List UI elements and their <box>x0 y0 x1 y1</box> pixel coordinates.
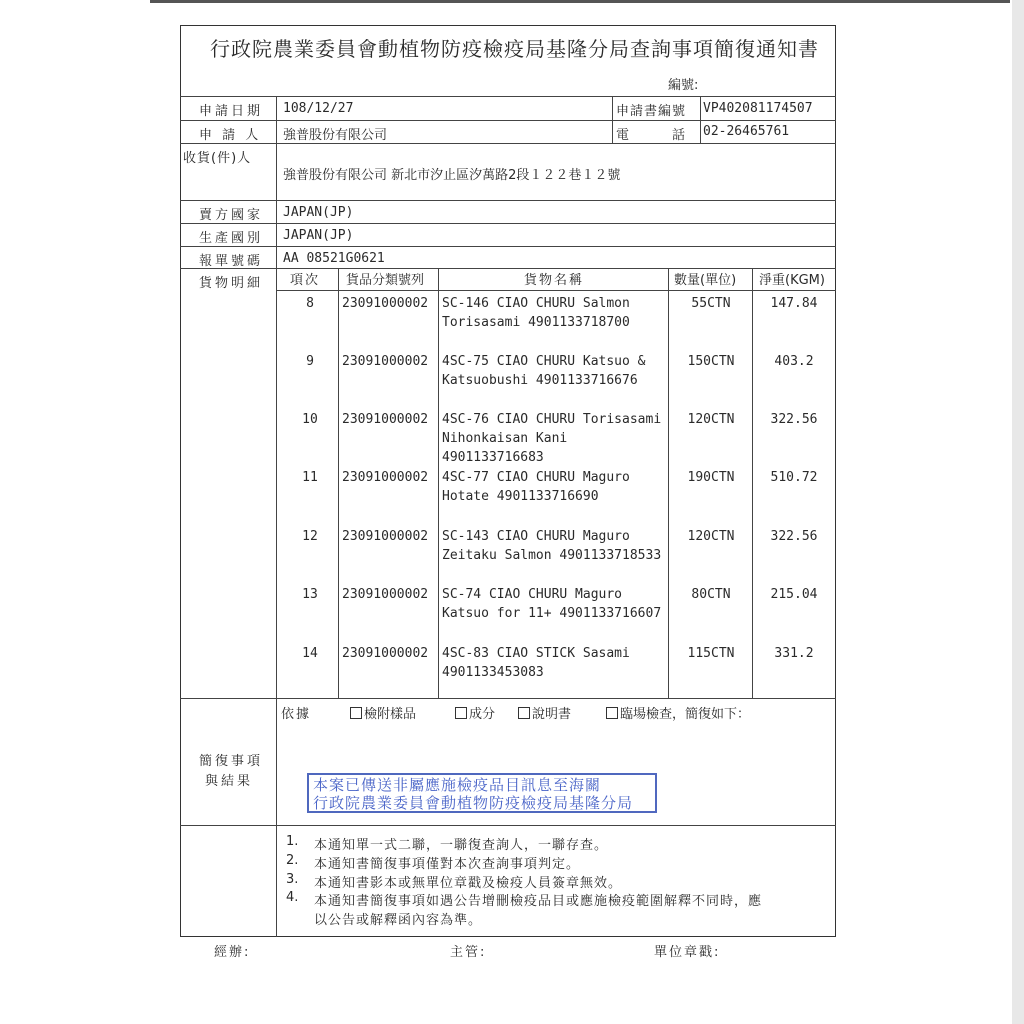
table-row-qty: 190CTN <box>687 470 735 485</box>
option-sample <box>350 703 416 722</box>
option-manual-label: 說明書 <box>532 707 572 722</box>
rule-row3 <box>180 200 836 201</box>
checkbox-sample[interactable] <box>350 707 362 719</box>
quarantine-stamp <box>307 773 657 813</box>
serial-label: 編號: <box>668 78 699 93</box>
stamp-line-1: 本案已傳送非屬應施檢疫品目訊息至海關 <box>313 776 602 794</box>
goods-label: 貨物明細 <box>199 276 264 291</box>
checkbox-inspection[interactable] <box>606 707 618 719</box>
table-row-name-line2: Hotate 4901133716690 <box>442 489 599 504</box>
note-number: 2. <box>286 853 299 868</box>
note-text: 本通知書簡復事項僅對本次查詢事項判定。 <box>314 857 581 872</box>
table-row-weight: 215.04 <box>770 587 818 602</box>
rule-qty-col <box>668 268 669 698</box>
table-row-qty: 55CTN <box>691 296 731 311</box>
document-title: 行政院農業委員會動植物防疫檢疫局基隆分局查詢事項簡復通知書 <box>210 37 819 61</box>
option-inspection <box>606 703 750 722</box>
table-row-name-line1: 4SC-75 CIAO CHURU Katsuo & <box>442 354 646 369</box>
table-row-name-line1: 4SC-77 CIAO CHURU Maguro <box>442 470 630 485</box>
table-row-item: 9 <box>306 354 314 369</box>
rule-header <box>180 96 836 97</box>
applicant-value: 強普股份有限公司 <box>283 128 388 143</box>
note-text: 以公告或解釋函內容為準。 <box>314 913 483 928</box>
table-row-name-line2: Katsuo for 11+ 4901133716607 <box>442 606 662 621</box>
footer-handler: 經辦: <box>214 945 251 960</box>
note-number: 3. <box>286 872 299 887</box>
table-row-name-line1: SC-143 CIAO CHURU Maguro <box>442 529 630 544</box>
rule-name-col <box>438 268 439 698</box>
footer-seal: 單位章戳: <box>654 945 721 960</box>
table-row-name-line1: 4SC-83 CIAO STICK Sasami <box>442 646 630 661</box>
reply-label-2: 與結果 <box>205 774 254 789</box>
rule-reply-bottom <box>180 825 836 826</box>
consignee-label: 收貨(件)人 <box>183 151 252 166</box>
table-row-item: 10 <box>302 412 318 427</box>
table-row-qty: 115CTN <box>687 646 735 661</box>
option-manual <box>518 703 571 722</box>
table-row-name-line2: Zeitaku Salmon 4901133718533 <box>442 548 662 563</box>
phone-label: 電 話 <box>616 128 687 143</box>
phone-value: 02-26465761 <box>703 124 790 139</box>
checkbox-manual[interactable] <box>518 707 530 719</box>
option-sample-label: 檢附樣品 <box>364 707 417 722</box>
table-row-name-line3: 4901133716683 <box>442 450 544 465</box>
table-row-name-line2: Torisasami 4901133718700 <box>442 315 630 330</box>
note-text: 本通知單一式二聯，一聯復查詢人，一聯存查。 <box>314 838 609 853</box>
table-row-code: 23091000002 <box>342 646 429 661</box>
note-number: 1. <box>286 834 299 849</box>
app-no-value: VP402081174507 <box>703 101 813 116</box>
footer-supervisor: 主管: <box>450 945 487 960</box>
reply-label-1: 簡復事項 <box>199 754 264 769</box>
header-qty: 數量(單位) <box>674 273 737 288</box>
note-text: 本通知書簡復事項如遇公告增刪檢疫品目或應施檢疫範圍解釋不同時，應 <box>314 894 763 909</box>
table-row-code: 23091000002 <box>342 529 429 544</box>
option-ingredient-label: 成分 <box>469 707 496 722</box>
rule-mid-col1 <box>612 96 613 143</box>
table-row-qty: 120CTN <box>687 412 735 427</box>
rule-weight-col <box>752 268 753 698</box>
table-row-name-line1: SC-74 CIAO CHURU Maguro <box>442 587 623 602</box>
table-row-code: 23091000002 <box>342 296 429 311</box>
note-text: 本通知書影本或無單位章戳及檢疫人員簽章無效。 <box>314 876 623 891</box>
app-no-label: 申請書編號 <box>616 104 687 119</box>
option-ingredient <box>455 703 495 722</box>
rule-row6 <box>180 268 836 269</box>
rule-row4 <box>180 223 836 224</box>
table-row-item: 13 <box>302 587 318 602</box>
table-row-code: 23091000002 <box>342 354 429 369</box>
option-inspection-label: 臨場檢查，簡復如下： <box>620 707 751 722</box>
declaration-label: 報單號碼 <box>199 254 264 269</box>
header-item: 項次 <box>290 273 321 288</box>
consignee-value: 強普股份有限公司 新北市汐止區汐萬路2段１２２巷１２號 <box>283 168 621 183</box>
seller-value: JAPAN(JP) <box>283 205 354 220</box>
table-row-weight: 147.84 <box>770 296 818 311</box>
scan-edge-line <box>150 0 1010 3</box>
table-row-code: 23091000002 <box>342 470 429 485</box>
header-weight: 淨重(KGM) <box>759 273 825 288</box>
rule-row5 <box>180 246 836 247</box>
table-row-weight: 403.2 <box>774 354 814 369</box>
header-code: 貨品分類號列 <box>346 273 425 288</box>
basis-label: 依據 <box>281 707 312 722</box>
origin-value: JAPAN(JP) <box>283 228 354 243</box>
table-row-qty: 120CTN <box>687 529 735 544</box>
table-row-item: 14 <box>302 646 318 661</box>
checkbox-ingredient[interactable] <box>455 707 467 719</box>
table-row-item: 11 <box>302 470 318 485</box>
header-name: 貨物名稱 <box>524 273 585 288</box>
table-row-weight: 322.56 <box>770 412 818 427</box>
table-row-name-line1: SC-146 CIAO CHURU Salmon <box>442 296 630 311</box>
scan-edge-shade <box>1012 0 1024 1024</box>
table-row-weight: 510.72 <box>770 470 818 485</box>
table-row-qty: 150CTN <box>687 354 735 369</box>
apply-date-value: 108/12/27 <box>283 101 354 116</box>
rule-row1 <box>180 120 836 121</box>
table-row-name-line1: 4SC-76 CIAO CHURU Torisasami <box>442 412 662 427</box>
table-row-name-line2: Nihonkaisan Kani <box>442 431 568 446</box>
origin-label: 生產國別 <box>199 231 264 246</box>
table-row-code: 23091000002 <box>342 412 429 427</box>
table-row-weight: 331.2 <box>774 646 814 661</box>
apply-date-label: 申請日期 <box>199 104 264 119</box>
table-row-qty: 80CTN <box>691 587 731 602</box>
note-number: 4. <box>286 890 299 905</box>
table-row-code: 23091000002 <box>342 587 429 602</box>
rule-code-col <box>338 268 339 698</box>
rule-table-bottom <box>180 698 836 699</box>
rule-label-col <box>276 96 277 937</box>
rule-mid-col2 <box>700 96 701 143</box>
table-row-item: 8 <box>306 296 314 311</box>
seller-label: 賣方國家 <box>199 208 264 223</box>
table-row-weight: 322.56 <box>770 529 818 544</box>
declaration-value: AA 08521G0621 <box>283 251 385 266</box>
table-row-name-line2: 4901133453083 <box>442 665 544 680</box>
rule-row2 <box>180 143 836 144</box>
applicant-label: 申 請 人 <box>199 128 262 143</box>
stamp-line-2: 行政院農業委員會動植物防疫檢疫局基隆分局 <box>313 794 634 812</box>
table-row-item: 12 <box>302 529 318 544</box>
table-row-name-line2: Katsuobushi 4901133716676 <box>442 373 638 388</box>
